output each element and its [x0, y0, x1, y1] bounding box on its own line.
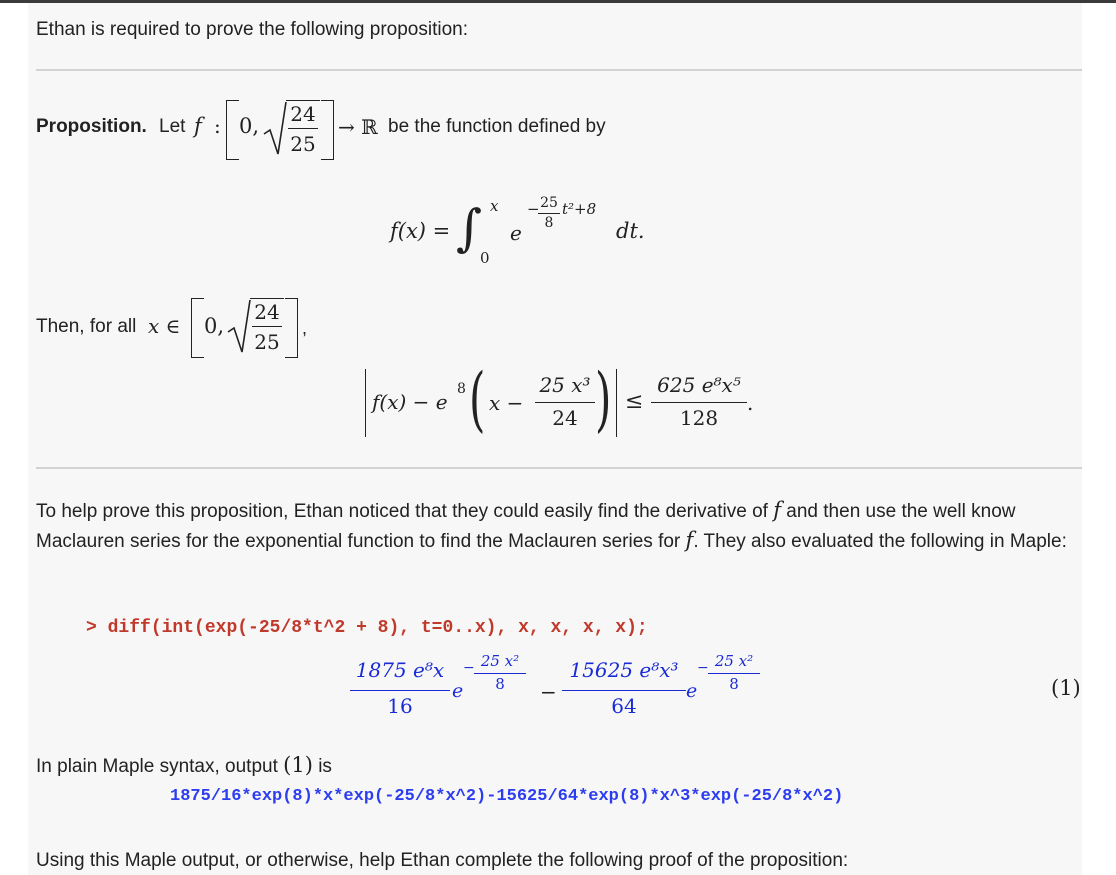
- rhs-numerator: 625 e⁸x⁵: [657, 373, 741, 397]
- inequality-period: .: [747, 391, 754, 415]
- term1-exp-denominator: 8: [495, 675, 505, 693]
- sqrt-fraction-bar: [288, 128, 318, 129]
- divider-top: [36, 69, 1082, 71]
- abs-right: [616, 369, 617, 437]
- paren-left: (: [469, 358, 486, 440]
- sqrt-denominator: 25: [290, 132, 316, 156]
- term1-denominator: 16: [387, 694, 413, 718]
- term2-exp-minus: −: [697, 660, 709, 676]
- definition-lhs: f(x) =: [390, 219, 451, 243]
- then-left-bracket: [191, 298, 204, 358]
- maple-command[interactable]: diff(int(exp(-25/8*t^2 + 8), t=0..x), x, x, x, x);: [107, 618, 648, 638]
- term2-exp-denominator: 8: [729, 675, 739, 693]
- maple-input-line[interactable]: [86, 618, 648, 638]
- help-text-1: To help prove this proposition, Ethan noticed that they could easily find the derivative of: [36, 501, 768, 522]
- differential: dt.: [616, 219, 645, 243]
- e-exponent: 8: [457, 381, 466, 397]
- term2-numerator: 15625 e⁸x³: [569, 658, 679, 682]
- inner-frac-denominator: 24: [552, 406, 578, 430]
- proposition-label: Proposition.: [36, 116, 147, 137]
- divider-middle: [36, 467, 1082, 469]
- f-symbol-1: f: [773, 498, 782, 522]
- maple-prompt: >: [86, 618, 97, 638]
- plain-text-2: is: [318, 756, 332, 777]
- sqrt-numerator: 24: [290, 102, 316, 126]
- then-comma: ,: [302, 318, 308, 338]
- term1-exp-bar: [474, 673, 526, 674]
- term1-bar: [350, 690, 450, 691]
- then-sqrt-bar: [250, 298, 284, 299]
- proposition-tail: be the function defined by: [388, 116, 606, 137]
- function-definition: [390, 195, 660, 275]
- exp-rest: t²+8: [562, 200, 597, 218]
- leq-symbol: ≤: [625, 389, 644, 414]
- inequality: [365, 358, 765, 443]
- then-interval-lower: 0,: [204, 314, 225, 338]
- term2-exp-numerator: 25 x²: [714, 652, 754, 670]
- help-paragraph: [36, 496, 1076, 556]
- term1-numerator: 1875 e⁸x: [355, 658, 445, 682]
- term2-e: e: [686, 680, 698, 702]
- integral-lower-limit: 0: [480, 249, 490, 267]
- integral-sign: ∫: [456, 199, 483, 257]
- plain-syntax-intro: [36, 751, 332, 781]
- fx-minus-e: f(x) − e: [372, 390, 448, 414]
- output-minus: −: [540, 680, 557, 704]
- right-bracket: [321, 100, 334, 160]
- term1-exp-minus: −: [463, 660, 475, 676]
- term2-bar: [562, 690, 686, 691]
- exp-base: e: [510, 221, 522, 245]
- plain-maple-code: 1875/16*exp(8)*x*exp(-25/8*x^2)-15625/64*exp(8)*x^3*exp(-25/8*x^2): [170, 787, 844, 806]
- let-text: Let: [159, 116, 186, 137]
- exp-fraction-bar: [538, 213, 560, 214]
- inner-frac-bar: [535, 402, 595, 403]
- interval-lower: 0,: [239, 114, 260, 138]
- x-minus: x −: [489, 391, 524, 415]
- arrow-reals: → ℝ: [338, 115, 378, 139]
- then-sqrt-numerator: 24: [254, 300, 280, 324]
- colon: :: [214, 114, 221, 138]
- final-instruction: Using this Maple output, or otherwise, help Ethan complete the following proof of the proposition:: [36, 850, 849, 871]
- equation-label: (1): [1051, 676, 1081, 700]
- maple-output: [350, 650, 790, 730]
- left-bracket: [226, 100, 239, 160]
- then-right-bracket: [285, 298, 298, 358]
- then-text: Then, for all: [36, 316, 137, 337]
- then-sqrt-sign: [226, 298, 252, 356]
- plain-ref: (1): [283, 753, 313, 777]
- term1-e: e: [452, 680, 464, 702]
- f-symbol-2: f: [685, 528, 694, 552]
- then-sqrt-fraction-bar: [252, 326, 282, 327]
- abs-left: [365, 369, 366, 437]
- sqrt-bar: [286, 100, 320, 101]
- intro-text: Ethan is required to prove the following proposition:: [36, 19, 468, 40]
- function-symbol: f: [194, 114, 202, 138]
- exp-denominator: 8: [544, 215, 554, 231]
- inner-frac-numerator: 25 x³: [539, 373, 591, 397]
- help-text-2: and then use the well know Maclauren series for the exponential function to find the Maclauren series for: [36, 501, 1016, 552]
- paren-right: ): [595, 358, 612, 440]
- x-in-symbol: x ∈: [148, 314, 181, 338]
- plain-text-1: In plain Maple syntax, output: [36, 756, 278, 777]
- then-sqrt-denominator: 25: [254, 330, 280, 354]
- exp-numerator: 25: [540, 195, 558, 211]
- help-text-3: . They also evaluated the following in Maple:: [693, 531, 1067, 552]
- term1-exp-numerator: 25 x²: [480, 652, 520, 670]
- sqrt-sign: [262, 100, 288, 158]
- then-clause: [36, 298, 336, 358]
- term2-denominator: 64: [611, 694, 637, 718]
- term2-exp-bar: [708, 673, 760, 674]
- integral-upper-limit: x: [490, 197, 499, 215]
- exp-minus: −: [527, 200, 540, 218]
- rhs-denominator: 128: [679, 406, 719, 430]
- rhs-bar: [651, 402, 747, 403]
